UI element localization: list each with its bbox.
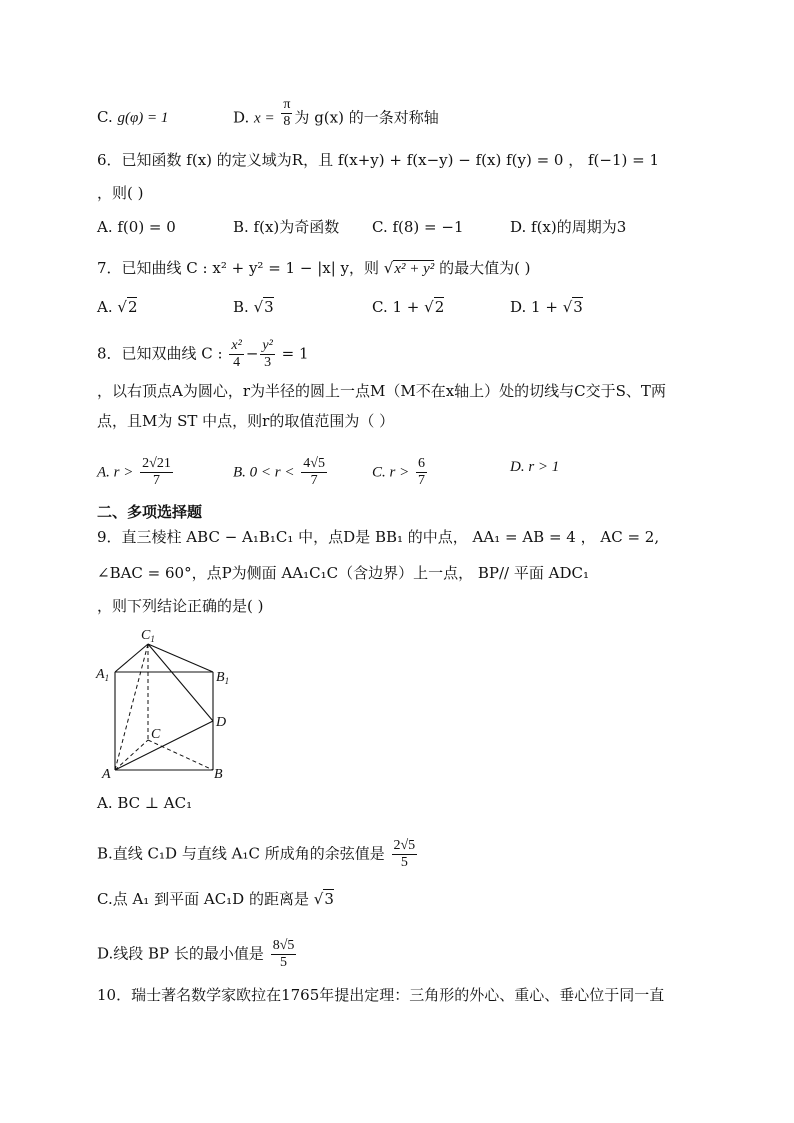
edge-a1c1 — [115, 644, 148, 672]
q7-stem: 7．已知曲线 C : x² + y² = 1 − |x| y，则 √x² + y² 的最大值为( ) — [97, 259, 531, 277]
radicand: 2 — [127, 298, 138, 316]
segment-ac1-hidden — [115, 644, 148, 770]
q8-stem-eq: = 1 — [281, 344, 309, 363]
q7-option-a: A. √2 — [97, 298, 138, 316]
label-c: C — [151, 727, 161, 742]
label-a1: $A_1$ — [96, 667, 110, 683]
q7-option-d: D. 1 + √3 — [510, 298, 583, 316]
fraction-numerator: 2√21 — [142, 456, 171, 471]
q5-option-c-expr: g(φ) = 1 — [117, 110, 169, 126]
q9-option-d — [97, 938, 298, 971]
fraction-numerator: 4√5 — [303, 456, 325, 471]
q9-stem-line1: 9．直三棱柱 ABC − A₁B₁C₁ 中，点D是 BB₁ 的中点， AA₁ = AB = 4 ， AC = 2, — [97, 528, 660, 546]
option-label: D. 1 + — [510, 298, 563, 316]
fraction-numerator: 6 — [418, 456, 425, 471]
option-expr: A. r > — [97, 464, 134, 481]
edge-ac-hidden — [115, 740, 148, 770]
option-text: D.线段 BP 长的最小值是 — [97, 944, 264, 963]
edge-cb-hidden — [148, 740, 213, 770]
q6-option-c: C. f(8) = −1 — [372, 218, 464, 236]
option-text: B.直线 C₁D 与直线 A₁C 所成角的余弦值是 — [97, 844, 385, 863]
fraction-denominator: 7 — [153, 473, 160, 488]
q8-option-a — [97, 456, 175, 489]
label-b1: $B_1$ — [216, 670, 230, 686]
q7-stem-radicand: x² + y² — [394, 261, 435, 277]
fraction-denominator: 7 — [310, 473, 318, 488]
q5-option-c — [97, 107, 168, 128]
segment-c1d — [148, 644, 213, 721]
edge-c1b1 — [148, 644, 213, 672]
radicand: 3 — [264, 298, 274, 316]
option-label: A. — [97, 298, 118, 316]
q7-option-c: C. 1 + √2 — [372, 298, 445, 316]
segment-ad — [115, 721, 213, 770]
q8-option-d — [510, 456, 559, 477]
q6-option-a: A. f(0) = 0 — [97, 218, 176, 236]
fraction-denominator: 8 — [283, 114, 291, 129]
option-fraction — [416, 456, 427, 489]
option-text: C.点 A₁ 到平面 AC₁D 的距离是 — [97, 890, 309, 908]
option-fraction — [140, 456, 173, 489]
option-label: C. — [97, 108, 118, 126]
q7-stem-post: 的最大值为( ) — [439, 259, 531, 277]
fraction-numerator: 2√5 — [393, 838, 416, 853]
q8-option-c — [372, 456, 429, 489]
q6-stem-line1: 6．已知函数 f(x) 的定义域为R，且 f(x+y) + f(x−y) − f(x) f(y) = 0 ， f(−1) = 1 — [97, 151, 659, 169]
option-label: D. — [233, 108, 255, 127]
fraction-numerator: π — [283, 97, 291, 112]
label-b: B — [214, 767, 223, 782]
label-d: D — [216, 715, 227, 730]
q8-fraction-x — [229, 338, 243, 371]
q8-stem-line2: ，以右顶点A为圆心，r为半径的圆上一点M（M不在x轴上）处的切线与C交于S、T两 — [97, 382, 666, 400]
option-expr: B. 0 < r < — [233, 464, 295, 481]
option-fraction — [392, 838, 418, 871]
option-label: C. 1 + — [372, 298, 425, 316]
q9-option-b — [97, 838, 419, 871]
minus-sign: − — [245, 344, 259, 363]
fraction-numerator: 8√5 — [272, 938, 295, 953]
radicand: 3 — [324, 890, 334, 908]
q5-option-d — [233, 97, 439, 130]
option-expr: D. r > 1 — [510, 459, 560, 475]
q5-option-d-fraction — [281, 97, 292, 130]
label-c1: $C_1$ — [141, 628, 155, 644]
radicand: 2 — [434, 298, 445, 316]
option-fraction — [301, 456, 327, 489]
q8-stem-line1 — [97, 338, 309, 371]
q9-stem-line2: ∠BAC = 60°，点P为侧面 AA₁C₁C（含边界）上一点， BP// 平面 ADC₁ — [97, 564, 589, 582]
fraction-numerator: x² — [231, 338, 242, 353]
fraction-denominator: 5 — [400, 855, 408, 870]
q7-option-b: B. √3 — [233, 298, 274, 316]
q8-fraction-y — [260, 338, 274, 371]
q6-option-b: B. f(x)为奇函数 — [233, 218, 340, 236]
option-expr: C. r > — [372, 464, 410, 481]
fraction-denominator: 3 — [264, 355, 272, 370]
radicand: 3 — [573, 298, 583, 316]
fraction-denominator: 4 — [233, 355, 241, 370]
q8-option-b — [233, 456, 329, 489]
fraction-denominator: 7 — [418, 473, 425, 488]
q8-stem-pre: 8．已知双曲线 C : — [97, 344, 223, 363]
section-title: 二、多项选择题 — [97, 503, 203, 521]
q7-stem-pre: 7．已知曲线 C : x² + y² = 1 − |x| y，则 — [97, 259, 380, 277]
q9-option-c: C.点 A₁ 到平面 AC₁D 的距离是 √3 — [97, 890, 334, 908]
q6-stem-line2: ，则( ) — [97, 184, 144, 202]
fraction-numerator: y² — [262, 338, 273, 353]
q8-stem-line3: 点，且M为 ST 中点，则r的取值范围为（ ） — [97, 412, 395, 430]
option-fraction — [271, 938, 297, 971]
q6-option-d: D. f(x)的周期为3 — [510, 218, 627, 236]
option-label: B. — [233, 298, 254, 316]
fraction-denominator: 5 — [280, 955, 288, 970]
q9-stem-line3: ，则下列结论正确的是( ) — [97, 597, 264, 615]
prism-figure — [90, 622, 240, 787]
label-a: A — [102, 767, 111, 782]
q5-option-d-lhs: x = — [254, 110, 275, 127]
q5-option-d-text: 为 g(x) 的一条对称轴 — [294, 108, 439, 127]
q9-option-a: A. BC ⊥ AC₁ — [97, 794, 193, 812]
q10-stem-line1: 10．瑞士著名数学家欧拉在1765年提出定理：三角形的外心、重心、垂心位于同一直 — [97, 986, 665, 1004]
